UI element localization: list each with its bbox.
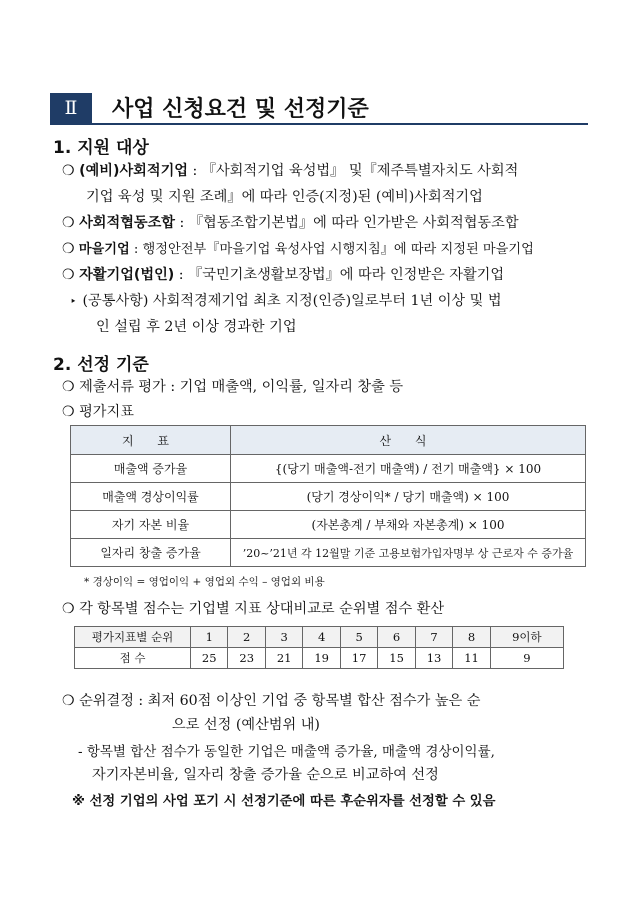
formula-cell: ’20~’21년 각 12월말 기준 고용보험가입자명부 상 근로자 수 증가율 bbox=[231, 539, 586, 567]
table-row bbox=[71, 483, 586, 511]
score-cell: 13 bbox=[415, 648, 452, 669]
score-cell: 21 bbox=[265, 648, 302, 669]
item-label: 마을기업 bbox=[78, 242, 130, 257]
heading-selection-criteria: 2. 선정 기준 bbox=[53, 355, 149, 375]
bullet-icon: ❍ bbox=[62, 601, 75, 617]
section-underline bbox=[50, 123, 588, 125]
common-note-continued: 인 설립 후 2년 이상 경과한 기업 bbox=[96, 319, 297, 335]
section-number: Ⅱ bbox=[50, 93, 92, 123]
item-label: (예비)사회적기업 bbox=[79, 163, 188, 179]
list-item bbox=[62, 376, 403, 396]
table-header-cell: 산 식 bbox=[231, 426, 586, 455]
rank-cell: 6 bbox=[378, 627, 415, 648]
table-row bbox=[71, 539, 586, 567]
formula-cell: (자본총계 / 부채와 자본총계) × 100 bbox=[231, 511, 586, 539]
score-cell: 19 bbox=[303, 648, 340, 669]
rank-cell: 5 bbox=[340, 627, 377, 648]
item-text-continued: 으로 선정 (예산범위 내) bbox=[172, 717, 320, 733]
notice: ※ 선정 기업의 사업 포기 시 선정기준에 따른 후순위자를 선정할 수 있음 bbox=[72, 794, 496, 809]
index-name-cell: 매출액 증가율 bbox=[71, 455, 231, 483]
common-note-text: (공통사항) 사회적경제기업 최초 지정(인증)일로부터 1년 이상 및 법 bbox=[82, 293, 502, 309]
bullet-icon: ❍ bbox=[62, 404, 75, 420]
rank-cell: 7 bbox=[415, 627, 452, 648]
item-text: : 행정안전부『마을기업 육성사업 시행지침』에 따라 지정된 마을기업 bbox=[129, 242, 534, 257]
score-cell: 23 bbox=[228, 648, 265, 669]
common-note bbox=[70, 290, 502, 310]
item-text-continued: 기업 육성 및 지원 조례』에 따라 인증(지정)된 (예비)사회적기업 bbox=[86, 189, 483, 205]
rank-cell: 8 bbox=[453, 627, 490, 648]
arrow-bullet-icon: ‣ bbox=[70, 295, 77, 308]
score-cell: 15 bbox=[378, 648, 415, 669]
formula-cell: (당기 경상이익* / 당기 매출액) × 100 bbox=[231, 483, 586, 511]
formula-cell: {(당기 매출액-전기 매출액) / 전기 매출액} × 100 bbox=[231, 455, 586, 483]
score-cell: 11 bbox=[453, 648, 490, 669]
rank-cell: 3 bbox=[265, 627, 302, 648]
score-label-cell: 점 수 bbox=[75, 648, 191, 669]
list-item bbox=[62, 160, 518, 180]
bullet-icon: ❍ bbox=[62, 163, 75, 179]
item-text: : 『국민기초생활보장법』에 따라 인정받은 자활기업 bbox=[174, 267, 505, 283]
bullet-icon: ❍ bbox=[62, 267, 75, 283]
list-item bbox=[62, 598, 444, 618]
section-title: 사업 신청요건 및 선정기준 bbox=[112, 97, 369, 122]
score-row bbox=[75, 648, 564, 669]
table-row bbox=[71, 455, 586, 483]
footnote: * 경상이익 = 영업이익 + 영업외 수익 – 영업외 비용 bbox=[84, 576, 325, 588]
item-label: 자활기업(법인) bbox=[79, 267, 175, 283]
index-name-cell: 자기 자본 비율 bbox=[71, 511, 231, 539]
rank-cell: 9이하 bbox=[490, 627, 563, 648]
item-text: 평가지표 bbox=[79, 404, 134, 420]
item-text: : 『사회적기업 육성법』 및『제주특별자치도 사회적 bbox=[187, 163, 519, 179]
score-cell: 25 bbox=[191, 648, 228, 669]
score-cell: 9 bbox=[490, 648, 563, 669]
bullet-icon: ❍ bbox=[62, 693, 75, 709]
bullet-icon: ❍ bbox=[62, 215, 75, 231]
rank-cell: 1 bbox=[191, 627, 228, 648]
table-header-row bbox=[71, 426, 586, 455]
table-header-cell: 지 표 bbox=[71, 426, 231, 455]
rank-label-cell: 평가지표별 순위 bbox=[75, 627, 191, 648]
item-text: 제출서류 평가 : 기업 매출액, 이익률, 일자리 창출 등 bbox=[79, 379, 404, 395]
list-item bbox=[62, 238, 534, 257]
list-item bbox=[62, 264, 504, 284]
evaluation-index-table bbox=[70, 425, 586, 567]
list-item bbox=[62, 212, 519, 232]
rank-cell: 2 bbox=[228, 627, 265, 648]
heading-support-target: 1. 지원 대상 bbox=[53, 138, 149, 158]
item-text: : 『협동조합기본법』에 따라 인가받은 사회적협동조합 bbox=[175, 215, 519, 231]
bullet-icon: ❍ bbox=[62, 379, 75, 395]
rank-row bbox=[75, 627, 564, 648]
list-item bbox=[62, 690, 480, 710]
index-name-cell: 매출액 경상이익률 bbox=[71, 483, 231, 511]
item-text: 순위결정 : 최저 60점 이상인 기업 중 항목별 합산 점수가 높은 순 bbox=[79, 693, 481, 709]
score-cell: 17 bbox=[340, 648, 377, 669]
item-text: 각 항목별 점수는 기업별 지표 상대비교로 순위별 점수 환산 bbox=[79, 601, 445, 617]
item-label: 사회적협동조합 bbox=[79, 215, 176, 231]
rank-score-table bbox=[74, 626, 564, 669]
tie-break-rule: - 항목별 합산 점수가 동일한 기업은 매출액 증가율, 매출액 경상이익률, bbox=[78, 744, 495, 760]
table-row bbox=[71, 511, 586, 539]
rank-cell: 4 bbox=[303, 627, 340, 648]
index-name-cell: 일자리 창출 증가율 bbox=[71, 539, 231, 567]
list-item bbox=[62, 401, 134, 421]
tie-break-rule-continued: 자기자본비율, 일자리 창출 증가율 순으로 비교하여 선정 bbox=[92, 767, 439, 783]
bullet-icon: ❍ bbox=[62, 241, 75, 257]
